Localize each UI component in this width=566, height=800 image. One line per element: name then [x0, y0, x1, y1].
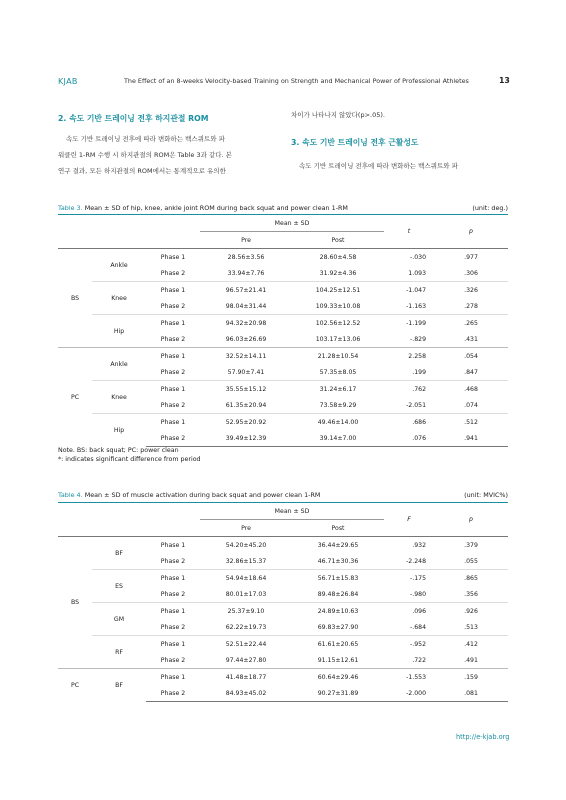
stat-value-cell: -1.047: [384, 282, 434, 299]
p-value-cell: .431: [464, 335, 478, 343]
p-value-cell: .941: [434, 430, 508, 447]
post-value-cell: 89.48±26.84: [317, 590, 359, 598]
table3-note-line: Note. BS: back squat; PC: power clean: [58, 447, 179, 454]
stat-value-cell: -.030: [410, 253, 427, 261]
post-value-cell: 21.28±10.54: [292, 348, 384, 365]
table-row: [58, 636, 508, 653]
p-value-cell: .074: [464, 401, 478, 409]
pre-value-cell: 96.57±21.41: [200, 282, 292, 299]
p-value-cell: .847: [464, 368, 478, 376]
muscle-cell: BF: [92, 669, 146, 702]
post-value-cell: 60.64±29.46: [292, 669, 384, 686]
phase-cell: Phase 1: [146, 570, 200, 587]
table3-label: Table 3.: [58, 204, 83, 212]
table3-note-line: *: indicates significant difference from period: [58, 456, 201, 463]
stat-value-cell: -2.000: [384, 685, 434, 702]
table-row: [58, 381, 508, 398]
table4-p-header: p: [434, 503, 508, 537]
stat-value-cell: -.684: [410, 623, 427, 631]
paragraph-right: [291, 158, 509, 174]
page-number: 13: [499, 76, 510, 85]
pre-value-cell: 57.90±7.41: [227, 368, 265, 376]
phase-cell: Phase 1: [146, 381, 200, 398]
p-value-cell: .306: [464, 269, 478, 277]
table4-post-header: Post: [292, 520, 384, 537]
stat-value-cell: .686: [384, 414, 434, 431]
p-value-cell: .926: [434, 603, 508, 620]
phase-cell: Phase 2: [160, 557, 186, 565]
table4-unit: (unit: MVIC%): [464, 491, 508, 499]
post-value-cell: 57.35±8.05: [319, 368, 357, 376]
exercise-cell: BS: [70, 599, 80, 606]
table4: [58, 502, 508, 702]
phase-cell: Phase 1: [146, 414, 200, 431]
stat-value-cell: .096: [384, 603, 434, 620]
pre-value-cell: 35.55±15.12: [200, 381, 292, 398]
paragraph-line: 속도 기반 트레이닝 전후에 따라 변화하는 백스쿼트와 파: [66, 135, 225, 143]
p-value-cell: .159: [434, 669, 508, 686]
table4-caption-text: Mean ± SD of muscle activation during back squat and power clean 1-RM: [82, 491, 321, 499]
stat-value-cell: .722: [412, 656, 427, 664]
table3: [58, 214, 508, 447]
pre-value-cell: 25.37±9.10: [200, 603, 292, 620]
phase-cell: Phase 2: [160, 302, 186, 310]
p-value-cell: .356: [464, 590, 478, 598]
footer-url: http://e-kjab.org: [456, 733, 510, 741]
pre-value-cell: 41.48±18.77: [200, 669, 292, 686]
stat-value-cell: -2.051: [406, 401, 427, 409]
table-row: [58, 315, 508, 332]
table-row: [58, 282, 508, 299]
phase-cell: Phase 1: [160, 253, 186, 261]
table-row: [58, 249, 508, 266]
p-value-cell: .512: [434, 414, 508, 431]
post-value-cell: 103.17±13.06: [315, 335, 361, 343]
post-value-cell: 61.61±20.65: [292, 636, 384, 653]
table4-stat-header: F: [384, 503, 434, 537]
pre-value-cell: 62.22±19.73: [225, 623, 267, 631]
post-value-cell: 104.25±12.51: [292, 282, 384, 299]
post-value-cell: 31.24±6.17: [292, 381, 384, 398]
running-title: The Effect of an 8-weeks Velocity-based Training on Strength and Mechanical Power of Professional Athletes: [124, 77, 469, 85]
stat-value-cell: -2.248: [406, 557, 427, 565]
p-value-cell: .491: [464, 656, 478, 664]
phase-cell: Phase 2: [160, 590, 186, 598]
paragraph-left: [58, 131, 276, 179]
stat-value-cell: -.952: [384, 636, 434, 653]
joint-cell: Hip: [92, 414, 146, 447]
table4-mean-sd-header: Mean ± SD: [200, 503, 384, 520]
joint-cell: Ankle: [92, 348, 146, 381]
pre-value-cell: 54.20±45.20: [225, 541, 267, 549]
phase-cell: Phase 2: [160, 656, 186, 664]
table-row: [58, 414, 508, 431]
phase-cell: Phase 2: [160, 401, 186, 409]
phase-cell: Phase 2: [160, 368, 186, 376]
phase-cell: Phase 2: [146, 430, 200, 447]
table-row: [58, 537, 508, 554]
stat-value-cell: .932: [412, 541, 427, 549]
stat-value-cell: -.829: [410, 335, 427, 343]
muscle-cell: RF: [92, 636, 146, 669]
pre-value-cell: 52.95±20.92: [200, 414, 292, 431]
exercise-cell: PC: [58, 348, 92, 447]
stat-value-cell: -1.163: [406, 302, 427, 310]
section-title-emg: 3. 속도 기반 트레이닝 전후 근활성도: [291, 138, 419, 147]
phase-cell: Phase 1: [146, 282, 200, 299]
pre-value-cell: 98.04±31.44: [225, 302, 267, 310]
table3-unit: (unit: deg.): [472, 204, 508, 212]
post-value-cell: 109.33±10.08: [315, 302, 361, 310]
pre-value-cell: 32.86±15.37: [225, 557, 267, 565]
p-value-cell: .513: [464, 623, 478, 631]
post-value-cell: 102.56±12.52: [292, 315, 384, 332]
table3-caption: [58, 204, 348, 212]
muscle-cell: ES: [92, 570, 146, 603]
paragraph-line: 차이가 나타나지 않았다(p>.05).: [291, 111, 385, 119]
p-value-cell: .055: [464, 557, 478, 565]
table3-mean-sd-header: Mean ± SD: [200, 215, 384, 232]
p-value-cell: .265: [434, 315, 508, 332]
post-value-cell: 90.27±31.89: [292, 685, 384, 702]
stat-value-cell: -.175: [384, 570, 434, 587]
exercise-cell: PC: [58, 669, 92, 702]
post-value-cell: 24.89±10.63: [292, 603, 384, 620]
pre-value-cell: 39.49±12.39: [200, 430, 292, 447]
table4-body: [58, 537, 508, 702]
section-title-rom: 2. 속도 기반 트레이닝 전후 하지관절 ROM: [58, 114, 209, 123]
pre-value-cell: 52.51±22.44: [200, 636, 292, 653]
table3-pre-header: Pre: [200, 232, 292, 249]
table-row: [58, 348, 508, 365]
post-value-cell: 28.60±4.58: [319, 253, 357, 261]
muscle-cell: BF: [115, 549, 123, 557]
joint-cell: Ankle: [110, 261, 128, 269]
p-value-cell: .278: [464, 302, 478, 310]
post-value-cell: 73.58±9.29: [319, 401, 357, 409]
paragraph-line: 속도 기반 트레이닝 전후에 따라 변화하는 백스쿼트와 파: [299, 162, 458, 170]
stat-value-cell: .076: [384, 430, 434, 447]
table3-caption-text: Mean ± SD of hip, knee, ankle joint ROM during back squat and power clean 1-RM: [82, 204, 348, 212]
pre-value-cell: 33.94±7.76: [227, 269, 265, 277]
table3-p-header: p: [434, 215, 508, 249]
table3-body: [58, 249, 508, 447]
pre-value-cell: 80.01±17.03: [225, 590, 267, 598]
table3-notes: [58, 446, 201, 464]
stat-value-cell: -.980: [410, 590, 427, 598]
paragraph-right-continuation: [291, 107, 509, 123]
table4-label: Table 4.: [58, 491, 83, 499]
p-value-cell: .081: [434, 685, 508, 702]
paragraph-line: 워클린 1-RM 수행 시 하지관절의 ROM은 Table 3과 같다. 본: [58, 151, 232, 159]
joint-cell: Knee: [92, 282, 146, 315]
pre-value-cell: 54.94±18.64: [200, 570, 292, 587]
phase-cell: Phase 1: [146, 603, 200, 620]
post-value-cell: 49.46±14.00: [292, 414, 384, 431]
p-value-cell: .468: [434, 381, 508, 398]
stat-value-cell: .762: [384, 381, 434, 398]
post-value-cell: 31.92±4.36: [319, 269, 357, 277]
p-value-cell: .326: [434, 282, 508, 299]
stat-value-cell: -1.199: [384, 315, 434, 332]
pre-value-cell: 28.56±3.56: [227, 253, 265, 261]
table-row: [58, 669, 508, 686]
p-value-cell: .865: [434, 570, 508, 587]
phase-cell: Phase 1: [146, 315, 200, 332]
post-value-cell: 36.44±29.65: [317, 541, 359, 549]
stat-value-cell: -1.553: [384, 669, 434, 686]
table4-caption: [58, 491, 320, 499]
p-value-cell: .412: [434, 636, 508, 653]
table3-post-header: Post: [292, 232, 384, 249]
pre-value-cell: 97.44±27.80: [225, 656, 267, 664]
pre-value-cell: 61.35±20.94: [225, 401, 267, 409]
post-value-cell: 39.14±7.00: [292, 430, 384, 447]
stat-value-cell: .199: [412, 368, 427, 376]
p-value-cell: .379: [464, 541, 478, 549]
phase-cell: Phase 2: [160, 335, 186, 343]
table3-stat-header: t: [384, 215, 434, 249]
phase-cell: Phase 1: [146, 348, 200, 365]
journal-name: KJAB: [58, 77, 78, 86]
phase-cell: Phase 1: [160, 541, 186, 549]
exercise-cell: BS: [70, 294, 80, 302]
post-value-cell: 46.71±30.36: [317, 557, 359, 565]
post-value-cell: 69.83±27.90: [317, 623, 359, 631]
pre-value-cell: 96.03±26.69: [225, 335, 267, 343]
stat-value-cell: 1.093: [408, 269, 427, 277]
table-row: [58, 570, 508, 587]
joint-cell: Knee: [92, 381, 146, 414]
p-value-cell: .977: [464, 253, 478, 261]
table-row: [58, 603, 508, 620]
post-value-cell: 91.15±12.61: [317, 656, 359, 664]
paragraph-line: 연구 결과, 모든 하지관절의 ROM에서는 통계적으로 유의한: [58, 167, 226, 175]
phase-cell: Phase 2: [160, 269, 186, 277]
pre-value-cell: 84.93±45.02: [200, 685, 292, 702]
phase-cell: Phase 1: [146, 636, 200, 653]
phase-cell: Phase 2: [146, 685, 200, 702]
pre-value-cell: 32.52±14.11: [200, 348, 292, 365]
table4-pre-header: Pre: [200, 520, 292, 537]
joint-cell: Hip: [92, 315, 146, 348]
phase-cell: Phase 2: [160, 623, 186, 631]
muscle-cell: GM: [92, 603, 146, 636]
phase-cell: Phase 1: [146, 669, 200, 686]
p-value-cell: .054: [434, 348, 508, 365]
post-value-cell: 56.71±15.83: [292, 570, 384, 587]
pre-value-cell: 94.32±20.98: [200, 315, 292, 332]
stat-value-cell: 2.258: [384, 348, 434, 365]
